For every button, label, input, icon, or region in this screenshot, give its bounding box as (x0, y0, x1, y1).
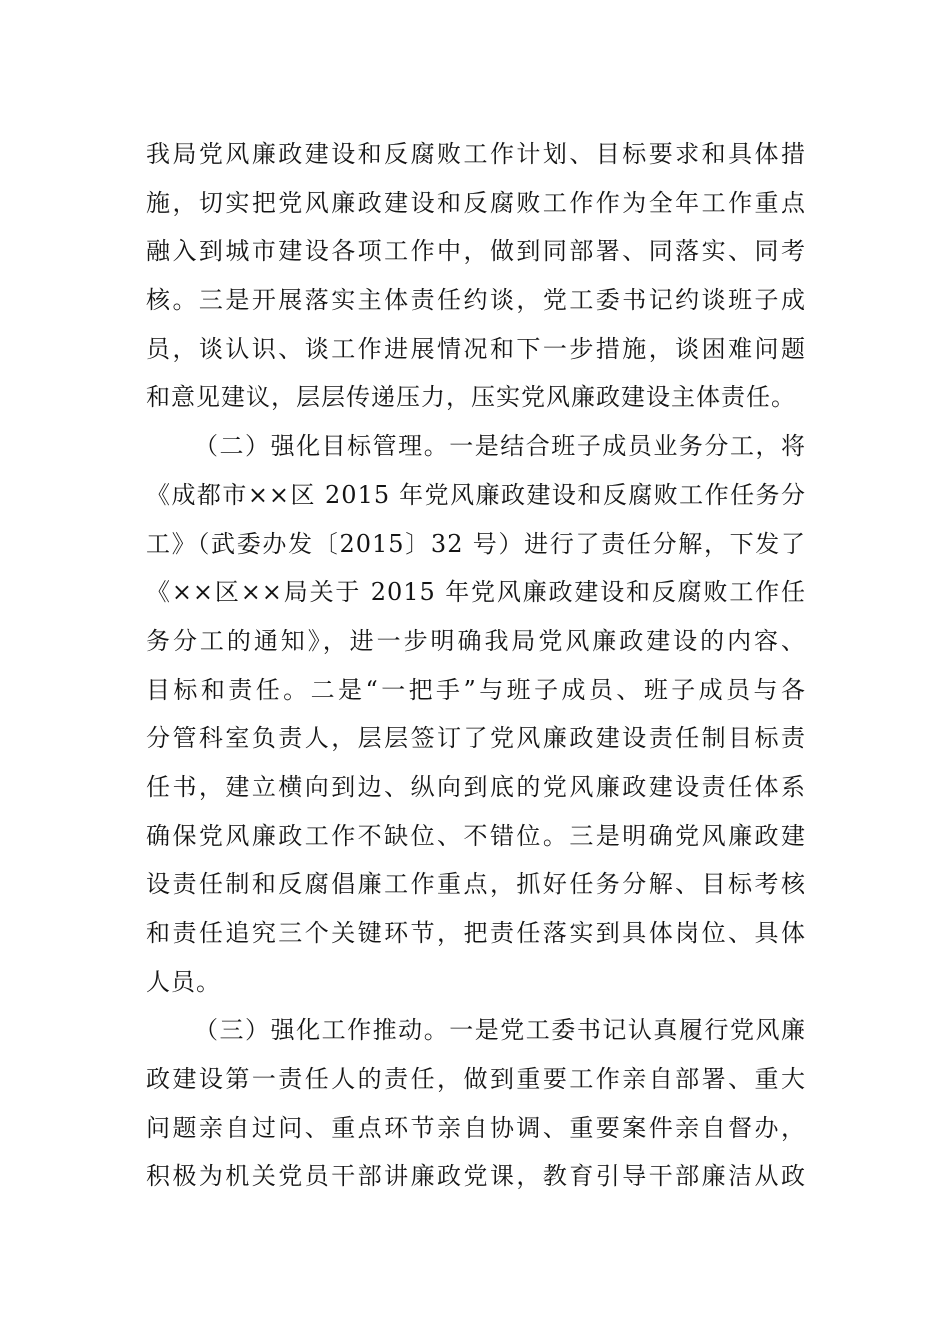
text-line: 施，切实把党风廉政建设和反腐败工作作为全年工作重点 (146, 188, 806, 217)
text-line: 目标和责任。二是“一把手”与班子成员、班子成员与各 (146, 675, 806, 704)
text-line: 设责任制和反腐倡廉工作重点，抓好任务分解、目标考核 (146, 870, 806, 899)
text-line: 任书，建立横向到边、纵向到底的党风廉政建设责任体系 (146, 772, 806, 801)
paragraph-heading-line: （二）强化目标管理。一是结合班子成员业务分工，将 (194, 432, 806, 461)
text-line: 工》（武委办发〔2015〕32 号）进行了责任分解，下发了 (146, 529, 806, 558)
text-line: 融入到城市建设各项工作中，做到同部署、同落实、同考 (146, 237, 806, 266)
paragraph-heading-line: （三）强化工作推动。一是党工委书记认真履行党风廉 (194, 1016, 806, 1045)
text-line: 务分工的通知》，进一步明确我局党风廉政建设的内容、 (146, 626, 806, 655)
text-line: 核。三是开展落实主体责任约谈，党工委书记约谈班子成 (146, 286, 806, 315)
text-line: 人员。 (146, 967, 221, 996)
text-line: 和意见建议，层层传递压力，压实党风廉政建设主体责任。 (146, 383, 796, 412)
document-body-text (146, 130, 806, 1201)
text-line: 分管科室负责人，层层签订了党风廉政建设责任制目标责 (146, 724, 806, 753)
text-line: 我局党风廉政建设和反腐败工作计划、目标要求和具体措 (146, 140, 806, 168)
text-line: 《成都市××区 2015 年党风廉政建设和反腐败工作任务分 (146, 480, 806, 509)
text-line: 问题亲自过问、重点环节亲自协调、重要案件亲自督办， (146, 1113, 806, 1142)
text-line: 员，谈认识、谈工作进展情况和下一步措施，谈困难问题 (146, 334, 806, 363)
text-line: 《××区××局关于 2015 年党风廉政建设和反腐败工作任 (146, 578, 806, 607)
text-line: 政建设第一责任人的责任，做到重要工作亲自部署、重大 (146, 1065, 806, 1094)
text-line: 积极为机关党员干部讲廉政党课，教育引导干部廉洁从政 (146, 1162, 806, 1191)
text-line: 确保党风廉政工作不缺位、不错位。三是明确党风廉政建 (146, 821, 806, 850)
text-line: 和责任追究三个关键环节，把责任落实到具体岗位、具体 (146, 919, 806, 947)
